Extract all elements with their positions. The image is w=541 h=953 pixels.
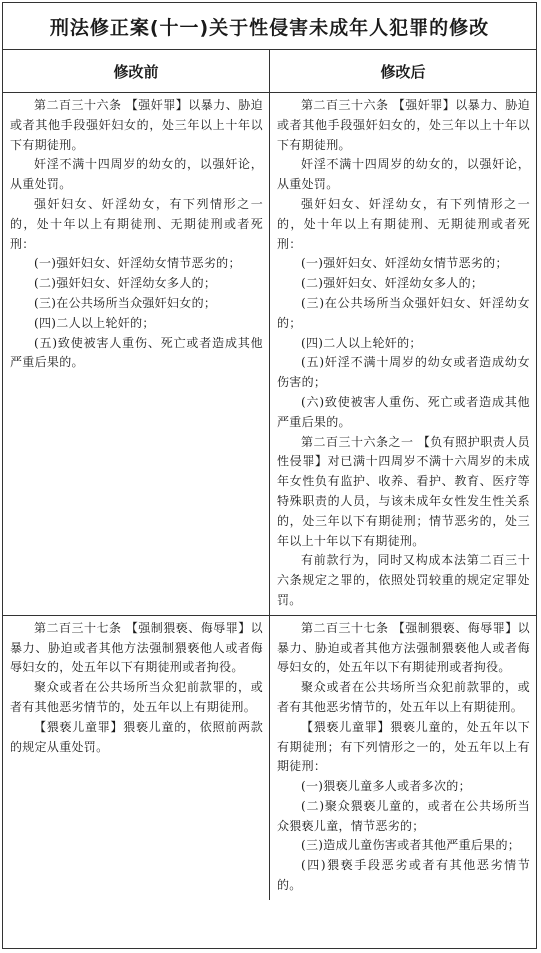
paragraph: 奸淫不满十四周岁的幼女的，以强奸论，从重处罚。 [10,157,263,192]
paragraph: 第二百三十六条 【强奸罪】以暴力、胁迫或者其他手段强奸妇女的，处三年以上十年以下有期徒刑。 [10,98,263,152]
paragraph: 【猥亵儿童罪】猥亵儿童的，依照前两款的规定从重处罚。 [10,719,263,754]
cell-before-article-236 [3,93,269,615]
paragraph: (四)猥亵手段恶劣或者有其他恶劣情节的。 [277,858,530,893]
paragraph: (五)奸淫不满十周岁的幼女或者造成幼女伤害的； [277,355,530,390]
paragraph: 强奸妇女、奸淫幼女，有下列情形之一的，处十年以上有期徒刑、无期徒刑或者死刑： [277,196,530,251]
table-row-article-237 [3,616,536,900]
paragraph: (三)造成儿童伤害或者其他严重后果的； [301,838,521,853]
table-title: 刑法修正案(十一)关于性侵害未成年人犯罪的修改 [3,3,536,50]
paragraph: (五)致使被害人重伤、死亡或者造成其他严重后果的。 [10,335,263,370]
column-header-row [3,50,536,93]
paragraph: 第二百三十七条 【强制猥亵、侮辱罪】以暴力、胁迫或者其他方法强制猥亵他人或者侮辱妇女的，处五年以下有期徒刑或者拘役。 [10,620,263,675]
paragraph: (四)二人以上轮奸的； [34,315,155,330]
table-row-article-236 [3,93,536,616]
cell-before-article-237 [3,616,269,900]
paragraph: 有前款行为，同时又构成本法第二百三十六条规定之罪的，依照处罚较重的规定定罪处罚。 [277,553,530,607]
paragraph: 聚众或者在公共场所当众犯前款罪的，或者有其他恶劣情节的，处五年以上有期徒刑。 [10,680,263,714]
paragraph: (二)强奸妇女、奸淫幼女多人的； [301,276,484,291]
paragraph: (六)致使被害人重伤、死亡或者造成其他严重后果的。 [277,394,530,429]
paragraph: 聚众或者在公共场所当众犯前款罪的，或者有其他恶劣情节的，处五年以上有期徒刑。 [277,680,530,714]
cell-after-article-237 [269,616,536,900]
paragraph: 第二百三十六条之一 【负有照护职责人员性侵罪】对已满十四周岁不满十六周岁的未成年女性负有监护、收养、看护、教育、医疗等特殊职责的人员，与该未成年女性发生性关系的，处三年以下有期徒刑；情节恶劣的，处三年以上十年以下有期徒刑。 [277,434,530,548]
column-header-after: 修改后 [269,50,536,92]
paragraph: (二)强奸妇女、奸淫幼女多人的； [34,276,217,291]
paragraph: (一)猥亵儿童多人或者多次的； [301,779,471,794]
paragraph: (二)聚众猥亵儿童的，或者在公共场所当众猥亵儿童，情节恶劣的； [277,798,530,833]
paragraph: (一)强奸妇女、奸淫幼女情节恶劣的； [34,256,241,271]
paragraph: 【猥亵儿童罪】猥亵儿童的，处五年以下有期徒刑；有下列情形之一的，处五年以上有期徒刑： [277,719,530,774]
column-header-before: 修改前 [113,62,159,81]
paragraph: 第二百三十六条 【强奸罪】以暴力、胁迫或者其他手段强奸妇女的，处三年以上十年以下有期徒刑。 [277,98,530,152]
paragraph: (四)二人以上轮奸的； [301,335,422,350]
paragraph: 强奸妇女、奸淫幼女，有下列情形之一的，处十年以上有期徒刑、无期徒刑或者死刑： [10,196,263,251]
paragraph: (三)在公共场所当众强奸妇女的； [34,295,217,310]
cell-after-article-236 [269,93,536,615]
paragraph: (三)在公共场所当众强奸妇女、奸淫幼女的； [277,295,530,330]
comparison-table [2,2,537,949]
paragraph: 第二百三十七条 【强制猥亵、侮辱罪】以暴力、胁迫或者其他方法强制猥亵他人或者侮辱妇女的，处五年以下有期徒刑或者拘役。 [277,620,530,675]
paragraph: 奸淫不满十四周岁的幼女的，以强奸论，从重处罚。 [277,157,530,192]
paragraph: (一)强奸妇女、奸淫幼女情节恶劣的； [301,256,508,271]
